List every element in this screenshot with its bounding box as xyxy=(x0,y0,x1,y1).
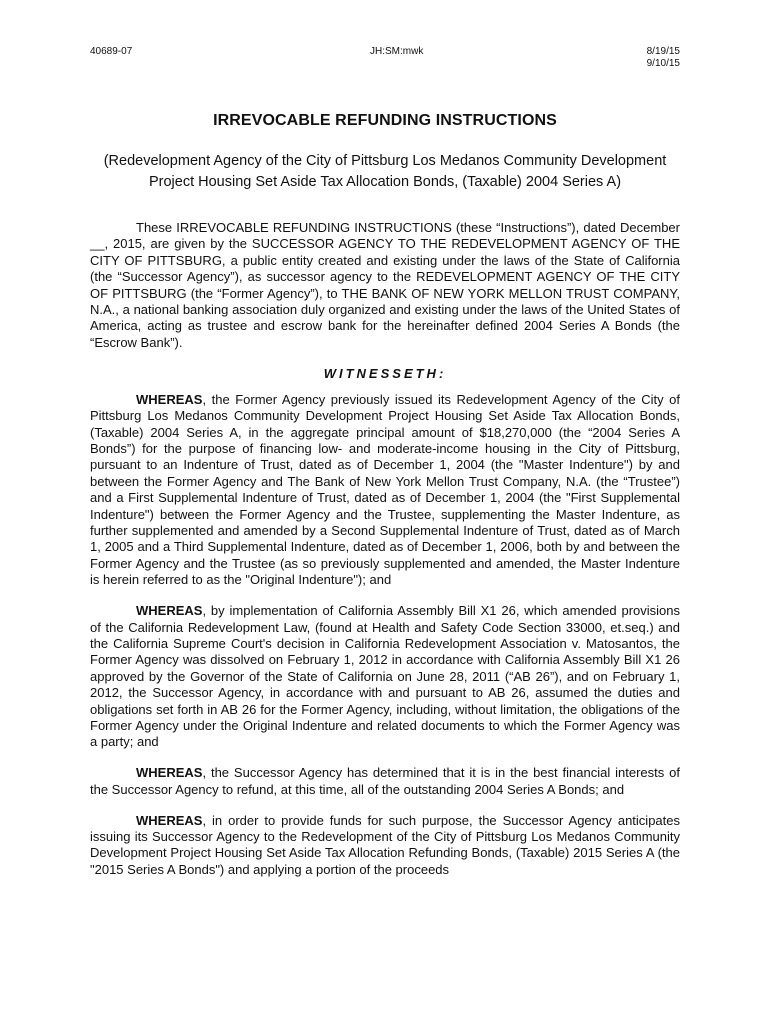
recital-paragraph xyxy=(90,813,680,879)
recital-paragraph xyxy=(90,765,680,798)
document-subtitle: (Redevelopment Agency of the City of Pittsburg Los Medanos Community Development Project Housing Set Aside Tax Allocation Bonds, (Taxable) 2004 Series A) xyxy=(103,153,667,190)
whereas-lead: WHEREAS xyxy=(136,603,203,619)
document-number: 40689-07 xyxy=(90,46,133,57)
revision-date: 8/19/15 xyxy=(646,46,680,57)
recital-paragraph xyxy=(90,392,680,589)
whereas-lead: WHEREAS xyxy=(136,391,203,407)
intro-paragraph: These IRREVOCABLE REFUNDING INSTRUCTIONS (these “Instructions”), dated December __, 2015, are given by the SUCCESSOR AGENCY TO THE REDEVELOPMENT AGENCY OF THE CITY OF PITTSBURG, a public entity created and existing under the laws of the State of California (the “Successor Agency”), as successor agency to the REDEVELOPMENT AGENCY OF THE CITY OF PITTSBURG (the “Former Agency”), to THE BANK OF NEW YORK MELLON TRUST COMPANY, N.A., a national banking association duly organized and existing under the laws of the United States of America, acting as trustee and escrow bank for the hereinafter defined 2004 Series A Bonds (the “Escrow Bank”). xyxy=(90,220,680,350)
recital-text: , the Successor Agency has determined that it is in the best financial interests of the Successor Agency to refund, at this time, all of the outstanding 2004 Series A Bonds; and xyxy=(90,765,680,797)
recital-paragraph xyxy=(90,603,680,751)
recital-text: , by implementation of California Assembly Bill X1 26, which amended provisions of the California Redevelopment Law, (found at Health and Safety Code Section 33000, et.seq.) and the California Supreme Court's decision in California Redevelopment Association v. Matosantos, the Former Agency was dissolved on February 1, 2012 in accordance with California Assembly Bill X1 26 approved by the Governor of the State of California on June 28, 2011 (“AB 26”), and on February 1, 2012, the Successor Agency, in accordance with and pursuant to AB 26, assumed the duties and obligations set forth in AB 26 for the Former Agency, including, without limitation, the obligations of the Former Agency under the Original Indenture and related documents to which the Former Agency was a party; and xyxy=(90,603,680,750)
document-title: IRREVOCABLE REFUNDING INSTRUCTIONS xyxy=(213,112,557,129)
revision-date: 9/10/15 xyxy=(646,58,680,69)
author-initials: JH:SM:mwk xyxy=(370,46,424,57)
witnesseth-heading: WITNESSETH: xyxy=(323,365,447,381)
recital-text: , in order to provide funds for such purpose, the Successor Agency anticipates issuing its Successor Agency to the Redevelopment of the City of Pittsburg Los Medanos Community Development Project Housing Set Aside Tax Allocation Refunding Bonds, (Taxable) 2015 Series A (the "2015 Series A Bonds") and applying a portion of the proceeds xyxy=(90,812,680,877)
whereas-lead: WHEREAS xyxy=(136,765,203,781)
revision-dates xyxy=(647,46,680,70)
document-body xyxy=(90,220,680,893)
whereas-lead: WHEREAS xyxy=(136,812,203,828)
recital-text: , the Former Agency previously issued its Redevelopment Agency of the City of Pittsburg Los Medanos Community Development Project Housing Set Aside Tax Allocation Bonds, (Taxable) 2004 Series A, in the aggregate principal amount of $18,270,000 (the “2004 Series A Bonds”) for the purpose of financing low- and moderate-income housing in the City of Pittsburg, pursuant to an Indenture of Trust, dated as of December 1, 2004 (the "Master Indenture") by and between the Former Agency and The Bank of New York Mellon Trust Company, N.A. (the “Trustee”) and a First Supplemental Indenture of Trust, dated as of December 1, 2004 (the "First Supplemental Indenture") between the Former Agency and the Trustee, supplementing the Master Indenture, as further supplemented and amended by a Second Supplemental Indenture of Trust, dated as of March 1, 2005 and a Third Supplemental Indenture, dated as of December 1, 2006, both by and between the Former Agency and the Trustee (as so previously supplemented and amended, the Master Indenture is herein referred to as the "Original Indenture"); and xyxy=(90,391,680,588)
